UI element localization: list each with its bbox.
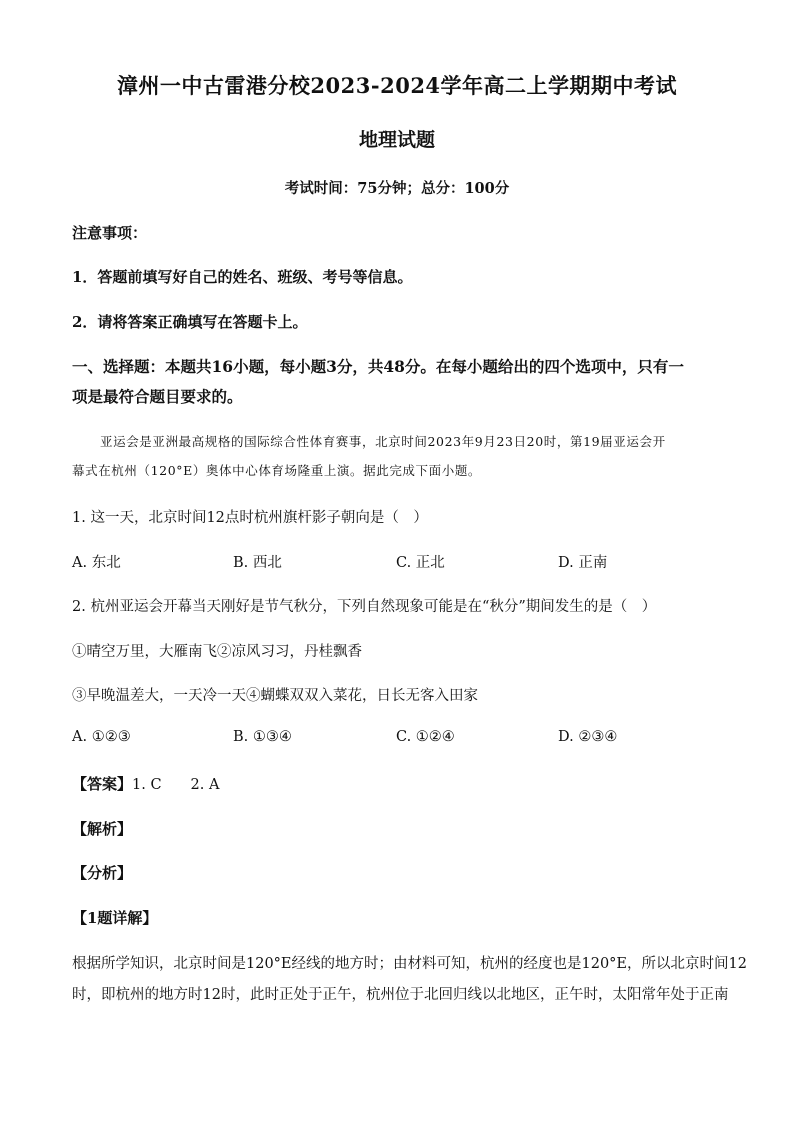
note-item: 2．请将答案正确填写在答题卡上。 [72,313,308,331]
fenxi-label: 【分析】 [72,864,133,882]
detail-line: 根据所学知识，北京时间是120°E经线的地方时；由材料可知，杭州的经度也是120°E，所以北京时间12 [72,956,747,972]
detail-line: 时，即杭州的地方时12时，此时正处于正午，杭州位于北回归线以北地区，正午时，太阳常年处于正南 [72,987,729,1003]
q1-option-c: C. 正北 [396,555,445,571]
passage-line: 幕式在杭州（120°E）奥体中心体育场隆重上演。据此完成下面小题。 [72,463,482,478]
question-2-stem: 2. 杭州亚运会开幕当天刚好是节气秋分，下列自然现象可能是在“秋分”期间发生的是（ ） [72,599,657,615]
notes-heading: 注意事项： [72,224,148,242]
page-subtitle: 地理试题 [358,129,435,151]
answer-text: 1. C 2. A [132,777,220,793]
q2-option-c: C. ①②④ [396,729,455,745]
note-item: 1．答题前填写好自己的姓名、班级、考号等信息。 [72,268,413,286]
q1-option-a: A. 东北 [72,555,121,571]
q1-option-b: B. 西北 [233,555,282,571]
q2-option-b: B. ①③④ [233,729,292,745]
answer-label: 【答案】 [72,775,133,793]
section-heading: 一、选择题：本题共16小题，每小题3分，共48分。在每小题给出的四个选项中，只有一 [72,357,684,376]
q2-option-a: A. ①②③ [72,729,131,745]
exam-info: 考试时间：75分钟；总分：100分 [284,180,510,197]
q1-option-d: D. 正南 [558,555,608,571]
question-1-stem: 1. 这一天，北京时间12点时杭州旗杆影子朝向是（ ） [72,510,428,526]
page-title: 漳州一中古雷港分校2023-2024学年高二上学期期中考试 [116,73,678,98]
analysis-label: 【解析】 [72,820,133,838]
detail-heading: 【1题详解】 [72,909,158,927]
section-heading-cont: 项是最符合题目要求的。 [72,387,243,406]
q2-statement-line: ③早晚温差大，一天冷一天④蝴蝶双双入菜花，日长无客入田家 [72,688,478,704]
q2-option-d: D. ②③④ [558,729,618,745]
answer-line [72,773,219,794]
q2-statement-line: ①晴空万里，大雁南飞②凉风习习，丹桂飘香 [72,644,362,660]
passage-line: 亚运会是亚洲最高规格的国际综合性体育赛事，北京时间2023年9月23日20时，第19届亚运会开 [100,434,666,449]
